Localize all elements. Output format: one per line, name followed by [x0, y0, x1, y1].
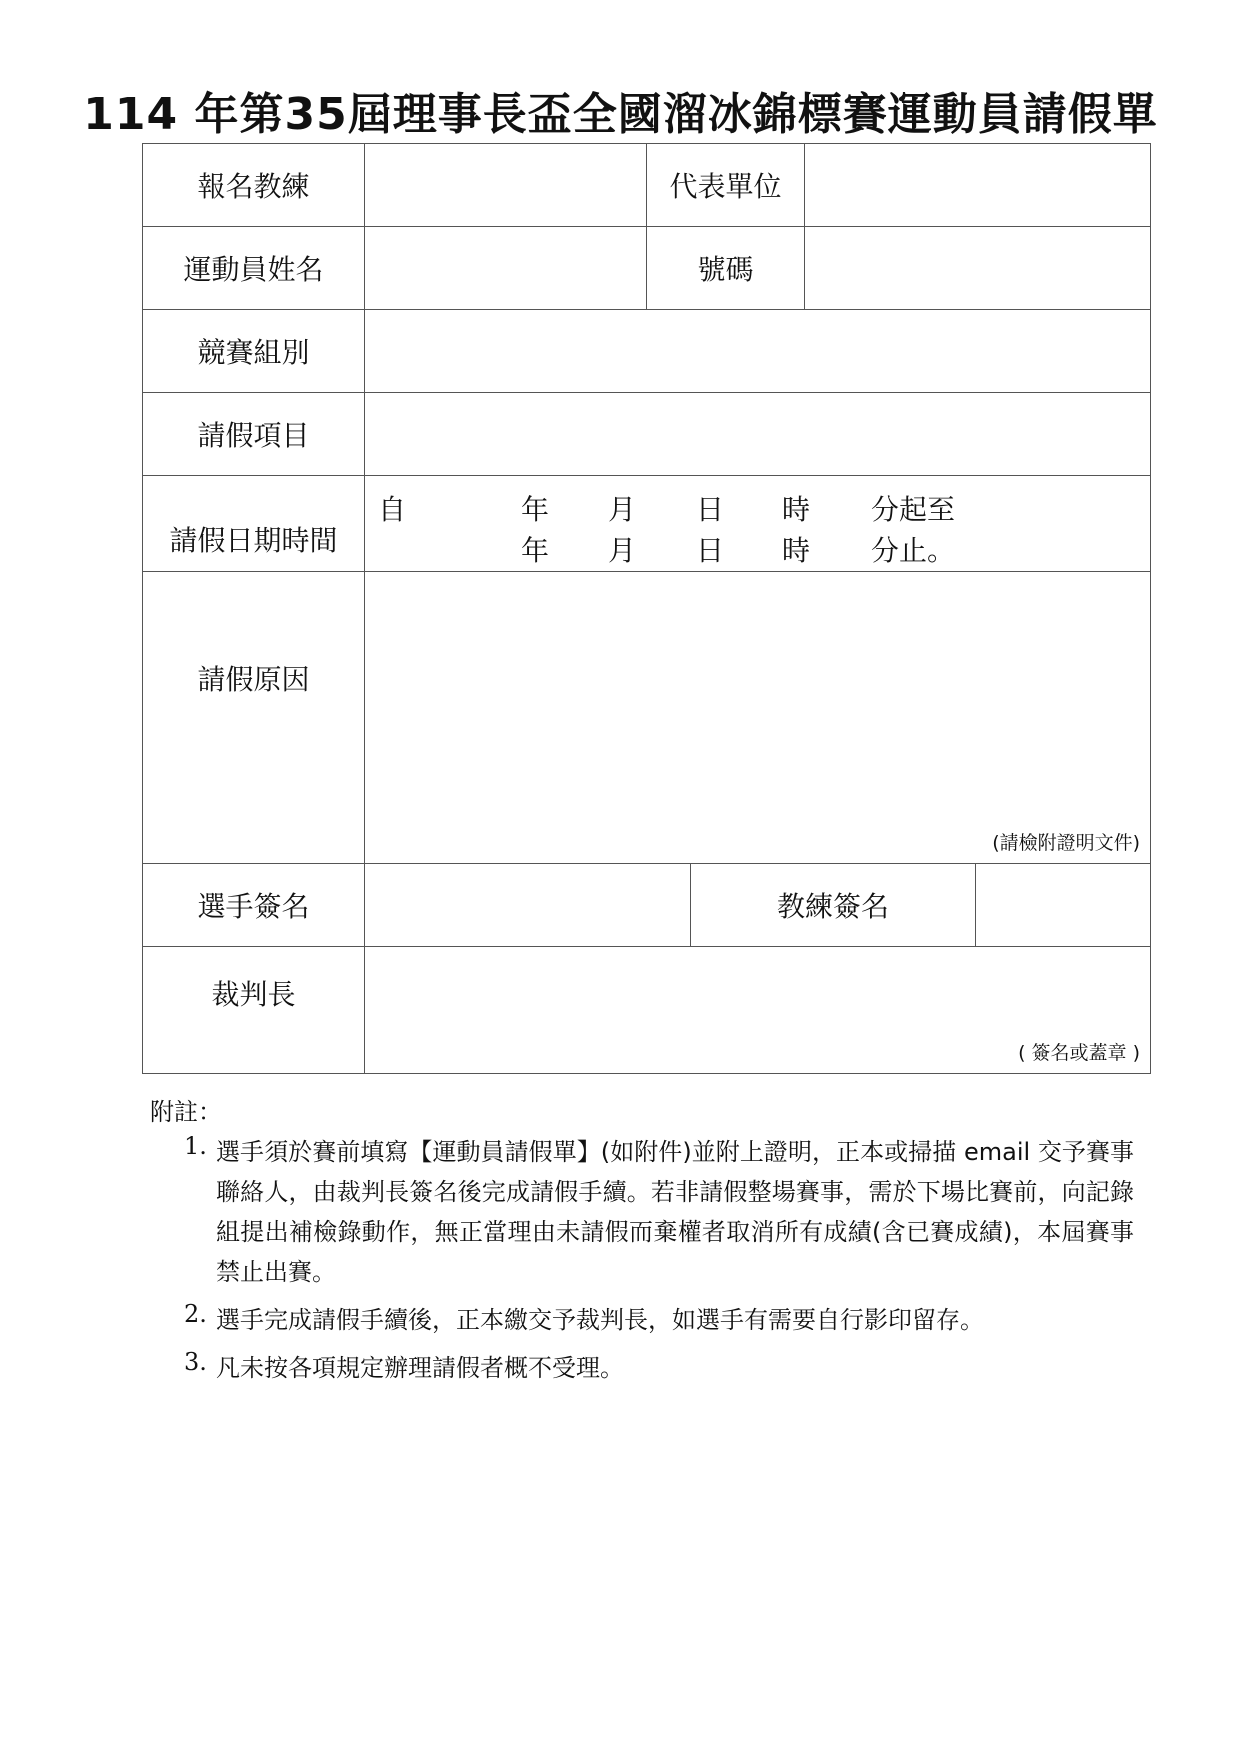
note-item [184, 1300, 1134, 1340]
leave-datetime-field[interactable] [365, 476, 1151, 572]
division-field[interactable] [365, 310, 1151, 393]
day-text-end: 日 [696, 533, 725, 567]
note-item [184, 1348, 1134, 1388]
team-label: 代表單位 [647, 144, 805, 227]
note-text: 凡未按各項規定辦理請假者概不受理。 [216, 1354, 624, 1382]
athlete-name-label: 運動員姓名 [143, 227, 365, 310]
sign-or-stamp-hint: ( 簽名或蓋章 ) [1018, 1042, 1141, 1064]
coach-signature-field[interactable] [976, 864, 1151, 947]
notes-heading: 附註： [150, 1098, 222, 1126]
division-label: 競賽組別 [143, 310, 365, 393]
chief-referee-field[interactable] [365, 947, 1151, 1074]
coach-signature-label: 教練簽名 [691, 864, 976, 947]
leave-reason-label: 請假原因 [143, 572, 365, 864]
number-field[interactable] [805, 227, 1151, 310]
chief-referee-label: 裁判長 [143, 947, 365, 1074]
note-item [184, 1132, 1134, 1292]
attach-proof-hint: (請檢附證明文件) [992, 832, 1141, 854]
leave-reason-field[interactable] [365, 572, 1151, 864]
day-text: 日 [696, 492, 725, 526]
athlete-signature-label: 選手簽名 [143, 864, 365, 947]
hour-text: 時 [782, 492, 811, 526]
page-title: 114 年第35屆理事長盃全國溜冰錦標賽運動員請假單 [83, 89, 1158, 140]
team-field[interactable] [805, 144, 1151, 227]
leave-event-field[interactable] [365, 393, 1151, 476]
athlete-signature-field[interactable] [365, 864, 691, 947]
leave-datetime-label: 請假日期時間 [143, 476, 365, 572]
hour-text-end: 時 [782, 533, 811, 567]
year-text: 年 [521, 492, 550, 526]
year-text-end: 年 [521, 533, 550, 567]
coach-label: 報名教練 [143, 144, 365, 227]
from-text: 自 [378, 492, 407, 526]
month-text: 月 [608, 492, 637, 526]
note-text: 選手完成請假手續後，正本繳交予裁判長，如選手有需要自行影印留存。 [216, 1306, 984, 1334]
leave-event-label: 請假項目 [143, 393, 365, 476]
note-number: 1. [184, 1132, 207, 1160]
notes-list [184, 1132, 1134, 1396]
athlete-name-field[interactable] [365, 227, 647, 310]
leave-form-table [142, 143, 1151, 1074]
month-text-end: 月 [608, 533, 637, 567]
coach-field[interactable] [365, 144, 647, 227]
note-text: 選手須於賽前填寫【運動員請假單】(如附件)並附上證明，正本或掃描 email 交予賽事聯絡人，由裁判長簽名後完成請假手續。若非請假整場賽事，需於下場比賽前，向記錄組提出補檢錄動作，無正當理由未請假而棄權者取消所有成績(含已賽成績)，本屆賽事禁止出賽。 [216, 1138, 1134, 1286]
note-number: 2. [184, 1300, 207, 1328]
note-number: 3. [184, 1348, 207, 1376]
minute-start-text: 分起至 [871, 492, 956, 526]
minute-end-text: 分止。 [871, 533, 956, 567]
number-label: 號碼 [647, 227, 805, 310]
